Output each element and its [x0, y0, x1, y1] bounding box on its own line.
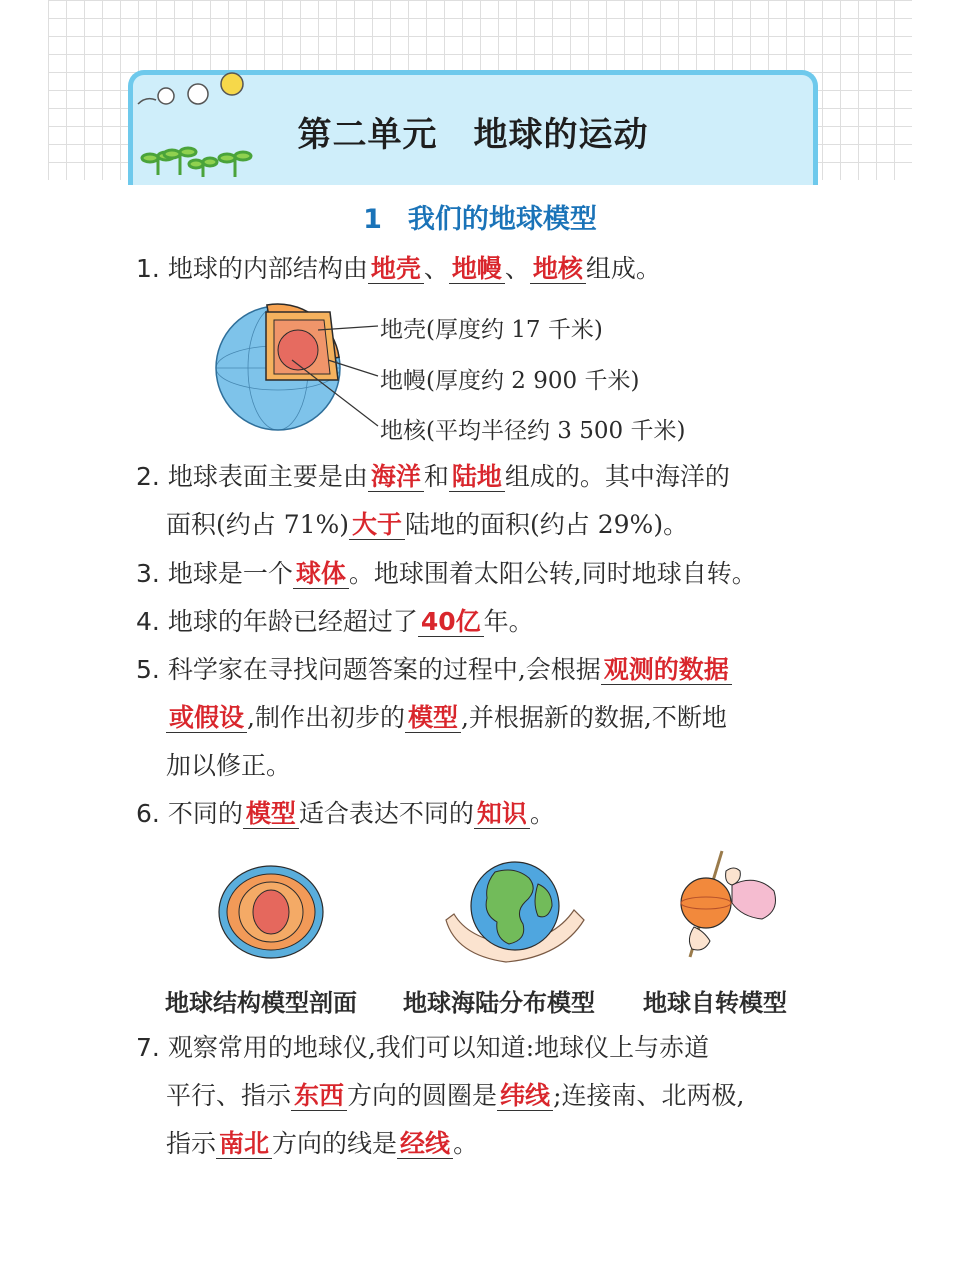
- core-label: 地核(平均半径约 3 500 千米): [380, 418, 686, 444]
- text: 面积(约占 71%): [166, 510, 350, 539]
- text: 适合表达不同的: [298, 799, 474, 828]
- text: 和: [423, 462, 449, 491]
- sprout-decoration-icon: [128, 60, 268, 185]
- question-1: [136, 245, 826, 293]
- text: 组成。: [585, 254, 661, 283]
- text: 地球表面主要是由: [167, 462, 368, 491]
- text: 陆地的面积(约占 29%)。: [405, 510, 689, 539]
- answer-blank: 南北: [216, 1129, 272, 1159]
- question-3: [136, 550, 826, 598]
- mantle-label: 地幔(厚度约 2 900 千米): [380, 368, 640, 394]
- question-number: 6.: [136, 799, 160, 828]
- text: 。: [453, 1129, 479, 1158]
- caption-structure-model: 地球结构模型剖面: [165, 989, 357, 1017]
- section-name: 我们的地球模型: [407, 204, 597, 235]
- answer-blank: 40亿: [418, 607, 484, 637]
- answer-blank: 地幔: [449, 254, 505, 284]
- question-5: [136, 646, 826, 790]
- text: 、: [423, 254, 449, 283]
- question-number: 7.: [136, 1033, 160, 1062]
- text: ;连接南、北两极,: [553, 1081, 745, 1110]
- answer-blank: 模型: [405, 703, 461, 733]
- answer-blank: 经线: [397, 1129, 453, 1159]
- answer-blank: 东西: [291, 1081, 347, 1111]
- text: 指示: [166, 1129, 217, 1158]
- question-number: 1.: [136, 254, 160, 283]
- text: 。: [529, 799, 555, 828]
- answer-blank: 知识: [474, 799, 530, 829]
- question-number: 2.: [136, 462, 160, 491]
- question-7: [136, 1024, 826, 1168]
- text: 年。: [483, 607, 534, 636]
- caption-land-sea-model: 地球海陆分布模型: [403, 989, 595, 1017]
- text: 、: [504, 254, 530, 283]
- answer-blank: 地核: [530, 254, 586, 284]
- earth-structure-model-icon: [215, 862, 330, 962]
- crust-label: 地壳(厚度约 17 千米): [380, 317, 603, 343]
- text: 地球的内部结构由: [167, 254, 368, 283]
- text: 方向的圆圈是: [347, 1081, 498, 1110]
- text: 地球是一个: [167, 559, 293, 588]
- question-number: 3.: [136, 559, 160, 588]
- text: 不同的: [167, 799, 243, 828]
- text: 科学家在寻找问题答案的过程中,会根据: [167, 655, 601, 684]
- text: 观察常用的地球仪,我们可以知道:地球仪上与赤道: [167, 1033, 710, 1062]
- text: 加以修正。: [166, 751, 292, 780]
- unit-number: 第二单元: [297, 115, 438, 155]
- section-title: [0, 197, 960, 236]
- question-6: [136, 790, 826, 838]
- earth-structure-diagram: [210, 300, 385, 445]
- unit-name: 地球的运动: [473, 115, 649, 155]
- text: ,制作出初步的: [247, 703, 405, 732]
- earth-rotation-model-icon: [668, 845, 783, 965]
- question-2: [136, 453, 826, 549]
- caption-rotation-model: 地球自转模型: [643, 989, 787, 1017]
- answer-blank: 球体: [293, 559, 349, 589]
- answer-blank: 海洋: [368, 462, 424, 492]
- text: 平行、指示: [166, 1081, 292, 1110]
- text: 组成的。其中海洋的: [504, 462, 730, 491]
- answer-blank: 模型: [243, 799, 299, 829]
- question-number: 4.: [136, 607, 160, 636]
- answer-blank: 纬线: [497, 1081, 553, 1111]
- answer-blank: 观测的数据: [601, 655, 732, 685]
- answer-blank: 或假设: [166, 703, 247, 733]
- text: ,并根据新的数据,不断地: [460, 703, 727, 732]
- question-4: [136, 598, 826, 646]
- question-number: 5.: [136, 655, 160, 684]
- text: 方向的线是: [272, 1129, 398, 1158]
- answer-blank: 陆地: [449, 462, 505, 492]
- text: 地球的年龄已经超过了: [167, 607, 418, 636]
- answer-blank: 地壳: [368, 254, 424, 284]
- globe-land-sea-model-icon: [440, 860, 590, 965]
- text: 。地球围着太阳公转,同时地球自转。: [348, 559, 757, 588]
- section-number: 1: [363, 204, 382, 235]
- answer-blank: 大于: [349, 510, 405, 540]
